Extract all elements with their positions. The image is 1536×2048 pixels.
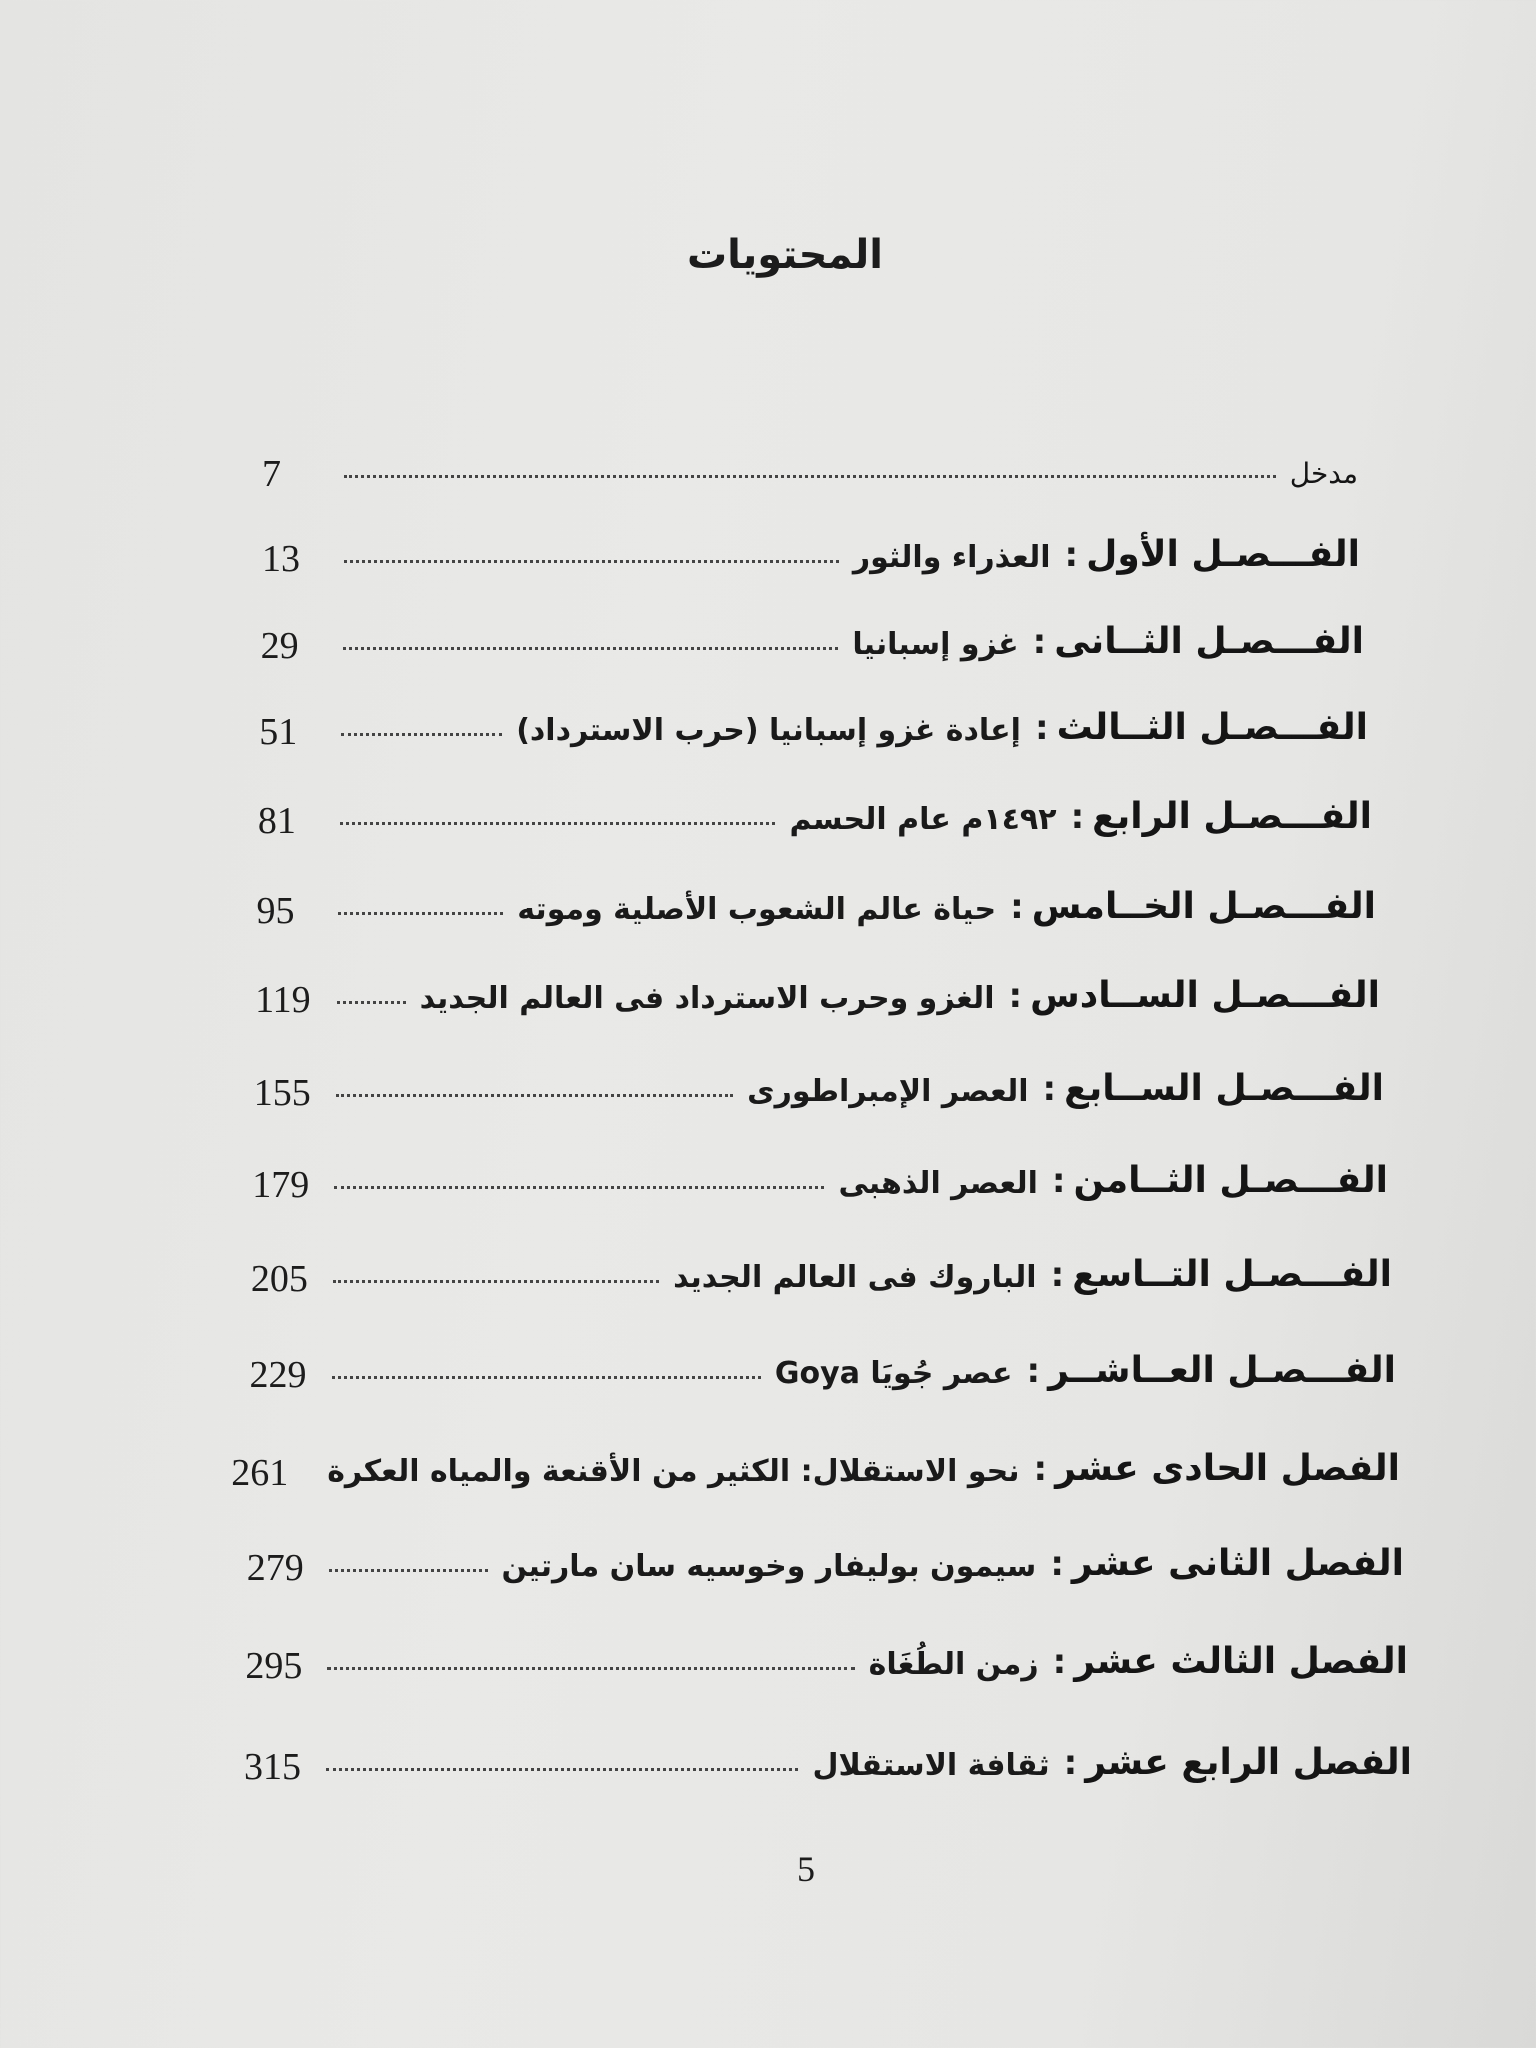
chapter-label: الفـــصـل الســادس	[1030, 975, 1380, 1016]
leader-dots	[326, 1768, 798, 1771]
leader-dots	[341, 733, 502, 736]
leader-dots	[340, 822, 776, 825]
colon: :	[1051, 1161, 1066, 1201]
colon: :	[1010, 887, 1024, 927]
colon: :	[1034, 708, 1049, 748]
leader-dots	[338, 912, 503, 915]
chapter-title: نحو الاستقلال: الكثير من الأقنعة والمياه العكرة	[327, 1454, 1020, 1489]
toc-entry	[255, 956, 1380, 1021]
chapter-page: 119	[255, 979, 311, 1021]
toc-entry	[260, 602, 1364, 667]
leader-dots	[332, 1376, 761, 1379]
toc-entry	[256, 867, 1376, 932]
chapter-page: 229	[249, 1354, 307, 1396]
leader-dots	[329, 1569, 488, 1572]
toc-entry	[259, 688, 1368, 753]
chapter-title: زمن الطُغَاة	[868, 1647, 1039, 1682]
chapter-label: الفـــصـل الأول	[1086, 534, 1360, 575]
leader-dots	[337, 1001, 406, 1004]
chapter-page: 295	[245, 1645, 303, 1687]
chapter-page: 95	[256, 890, 295, 932]
chapter-title: عصر جُويَا Goya	[774, 1356, 1013, 1391]
chapter-label: الفـــصـل الرابع	[1092, 796, 1372, 837]
toc-page: 7	[262, 453, 281, 495]
toc-entry	[253, 1049, 1384, 1114]
chapter-label: الفـــصـل الخــامس	[1031, 886, 1376, 927]
chapter-page: 315	[244, 1746, 301, 1788]
chapter-label: الفـــصـل التــاسع	[1072, 1254, 1392, 1295]
page-number: 5	[797, 1849, 815, 1889]
toc-entry	[262, 515, 1360, 580]
leader-dots	[333, 1280, 659, 1283]
colon: :	[1008, 976, 1023, 1016]
chapter-title: الغزو وحرب الاسترداد فى العالم الجديد	[419, 981, 995, 1016]
chapter-page: 279	[246, 1547, 304, 1589]
toc-entry	[252, 1141, 1388, 1206]
toc-entry	[249, 1331, 1396, 1396]
colon: :	[1052, 1642, 1067, 1682]
chapter-page: 51	[259, 711, 298, 753]
toc-entry	[246, 1524, 1404, 1589]
chapter-page: 81	[257, 800, 296, 842]
leader-dots	[343, 647, 839, 650]
colon: :	[1063, 1743, 1078, 1783]
leader-dots	[344, 475, 1276, 478]
chapter-page: 261	[231, 1452, 289, 1494]
leader-dots	[334, 1186, 824, 1189]
chapter-title: إعادة غزو إسبانيا (حرب الاسترداد)	[516, 713, 1021, 748]
leader-dots	[336, 1094, 733, 1097]
chapter-title: العصر الإمبراطورى	[747, 1074, 1029, 1109]
colon: :	[1050, 1544, 1064, 1584]
chapter-label: الفـــصـل الثــالث	[1056, 707, 1368, 748]
chapter-title: حياة عالم الشعوب الأصلية وموته	[517, 892, 997, 927]
chapter-title: العصر الذهبى	[838, 1166, 1038, 1201]
toc-entry	[245, 1622, 1408, 1687]
colon: :	[1042, 1069, 1057, 1109]
chapter-page: 13	[262, 538, 300, 580]
chapter-label: الفـــصـل العــاشــر	[1048, 1350, 1396, 1391]
leader-dots	[327, 1667, 854, 1670]
colon: :	[1064, 535, 1079, 575]
chapter-title: الباروك فى العالم الجديد	[673, 1260, 1037, 1295]
chapter-label: الفصل الرابع عشر	[1085, 1742, 1412, 1783]
colon: :	[1033, 1449, 1048, 1489]
chapter-page: 179	[252, 1164, 310, 1206]
chapter-label: الفـــصـل الثــامن	[1073, 1160, 1388, 1201]
chapter-label: الفصل الثالث عشر	[1074, 1641, 1408, 1682]
chapter-title: العذراء والثور	[852, 540, 1051, 575]
toc-entry	[250, 1235, 1392, 1300]
colon: :	[1050, 1255, 1065, 1295]
toc-entry	[244, 1723, 1412, 1788]
chapter-label: الفصل الثانى عشر	[1071, 1543, 1404, 1584]
chapter-page: 155	[253, 1072, 311, 1114]
toc-entry	[257, 777, 1372, 842]
chapter-title: غزو إسبانيا	[852, 627, 1019, 662]
colon: :	[1070, 797, 1085, 837]
chapter-title: ١٤٩٢م عام الحسم	[789, 802, 1057, 837]
chapter-label: الفـــصـل الثــانى	[1054, 621, 1364, 662]
leader-dots	[344, 560, 839, 563]
toc-entry	[231, 1429, 1400, 1494]
chapter-page: 29	[260, 625, 299, 667]
colon: :	[1032, 622, 1047, 662]
chapter-title: ثقافة الاستقلال	[812, 1748, 1050, 1783]
chapter-label: الفصل الحادى عشر	[1055, 1448, 1400, 1489]
colon: :	[1026, 1351, 1041, 1391]
toc-entry-intro	[262, 430, 1358, 495]
chapter-label: الفـــصـل الســابع	[1064, 1068, 1384, 1109]
chapter-title: سيمون بوليفار وخوسيه سان مارتين	[501, 1549, 1037, 1584]
chapter-page: 205	[250, 1258, 308, 1300]
toc-label: مدخل	[1289, 457, 1358, 490]
page-title: المحتويات	[686, 232, 883, 278]
